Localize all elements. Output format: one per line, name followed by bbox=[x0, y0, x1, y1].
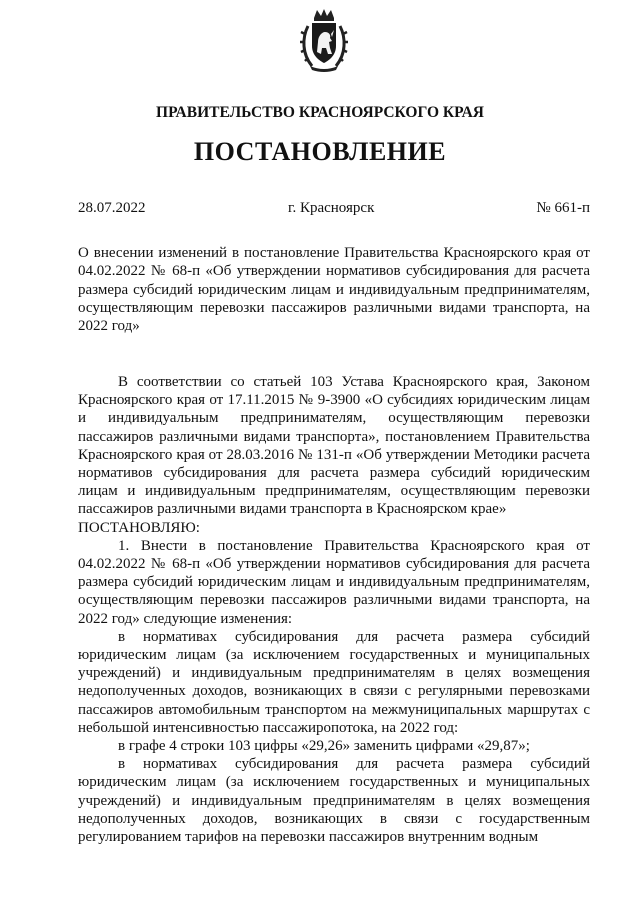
item-1-paragraph: 1. Внести в постановление Правительства Красноярского края от 04.02.2022 № 68-п «Об утверждении нормативов субсидирования для расчета размера субсидий юридическим лицам и индивидуальным предпринимателям, осуществляющим перевозки пассажиров различными видами транспорта, на 2022 год» следующие изменения: bbox=[78, 537, 590, 627]
subitem-1-paragraph: в нормативах субсидирования для расчета размера субсидий юридическим лицам (за исключением государственных и муниципальных учреждений) и индивидуальным предпринимателям в целях возмещения недополученных доходов, возникающих в связи с регулярными перевозками пассажиров автомобильным транспортом на межмуниципальных маршрутах с небольшой интенсивностью пассажиропотока, на 2022 год: bbox=[78, 628, 590, 736]
preamble-paragraph: В соответствии со статьей 103 Устава Красноярского края, Законом Красноярского края от 17.11.2015 № 9-3900 «О субсидиях юридическим лицам и индивидуальным предпринимателям, осуществляющим перевозки пассажиров различными видами транспорта», постановлением Правительства Красноярского края от 28.03.2016 № 131-п «Об утверждении Методики расчета нормативов субсидирования для расчета размера субсидий юридическим лицам и индивидуальным предпринимателям, осуществляющим перевозки пассажиров различными видами транспорта в Красноярском крае» bbox=[78, 374, 590, 518]
document-subject: О внесении изменений в постановление Правительства Красноярского края от 04.02.2022 № 68-п «Об утверждении нормативов субсидирования для расчета размера субсидий юридическим лицам и индивидуальным предпринимателям, осуществляющим перевозки пассажиров различными видами транспорта, на 2022 год» bbox=[78, 245, 590, 335]
subitem-2-paragraph: в нормативах субсидирования для расчета размера субсидий юридическим лицам (за исключением государственных и муниципальных учреждений) и индивидуальным предпринимателям в целях возмещения недополученных доходов, возникающих в связи с государственным регулированием тарифов на перевозки пассажиров внутренним водным bbox=[78, 756, 590, 846]
document-city: г. Красноярск bbox=[288, 200, 375, 216]
document-body bbox=[78, 373, 590, 846]
document-title: ПОСТАНОВЛЕНИЕ bbox=[193, 137, 447, 166]
document-date: 28.07.2022 bbox=[78, 200, 146, 216]
decree-word: ПОСТАНОВЛЯЮ: bbox=[78, 519, 200, 536]
krasnoyarsk-coat-of-arms-icon bbox=[298, 8, 350, 72]
document-number: № 661-п bbox=[536, 200, 590, 216]
subitem-1a-paragraph: в графе 4 строки 103 цифры «29,26» заменить цифрами «29,87»; bbox=[118, 738, 530, 755]
government-name: ПРАВИТЕЛЬСТВО КРАСНОЯРСКОГО КРАЯ bbox=[156, 104, 484, 121]
